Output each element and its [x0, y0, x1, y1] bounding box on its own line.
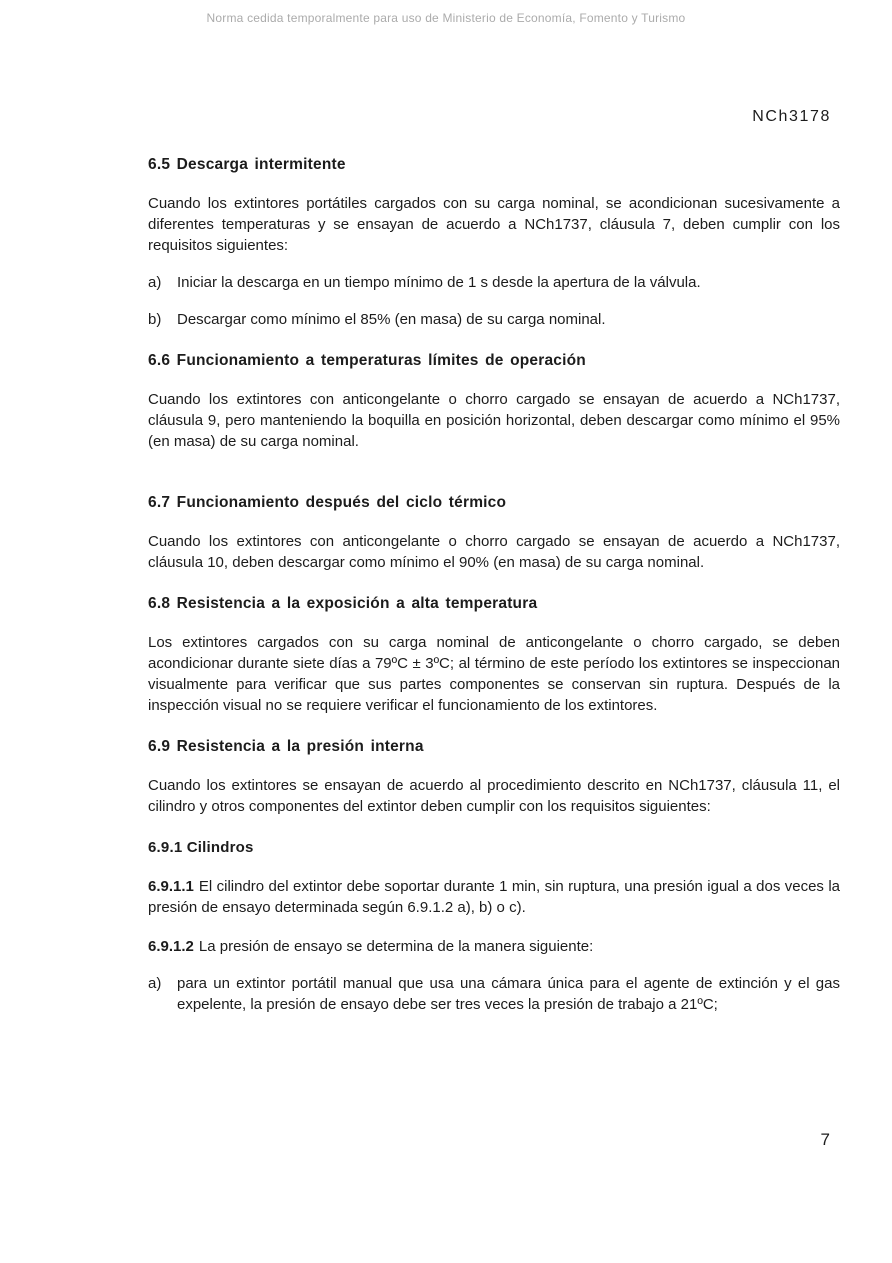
paragraph	[148, 775, 840, 817]
paragraph-text: La presión de ensayo se determina de la manera siguiente:	[198, 938, 594, 955]
list-text: para un extintor portátil manual que usa una cámara única para el agente de extinción y el gas expelente, la presión de ensayo debe ser tres veces la presión de trabajo a 21ºC;	[177, 975, 840, 1013]
document-content	[148, 148, 840, 1015]
list-marker: a)	[148, 975, 162, 992]
paragraph	[148, 193, 840, 256]
paragraph	[148, 936, 840, 957]
paragraph-text: Cuando los extintores portátiles cargados con su carga nominal, se acondicionan sucesivamente a diferentes temperaturas y se ensayan de acuerdo a NCh1737, cláusula 7, deben cumplir con los requisitos siguientes:	[148, 195, 840, 254]
list-text: Iniciar la descarga en un tiempo mínimo de 1 s desde la apertura de la válvula.	[177, 274, 701, 291]
section-heading: 6.8 Resistencia a la exposición a alta temperatura	[148, 595, 538, 612]
section-heading: 6.9 Resistencia a la presión interna	[148, 738, 424, 755]
paragraph	[148, 632, 840, 716]
clause-number: 6.9.1.2	[148, 938, 194, 955]
list-text: Descargar como mínimo el 85% (en masa) de su carga nominal.	[177, 311, 606, 328]
paragraph	[148, 389, 840, 452]
paragraph-text: Los extintores cargados con su carga nominal de anticongelante o chorro cargado, se deben acondicionar durante siete días a 79ºC ± 3ºC; al término de este período los extintores se inspeccionan visualmente para verificar que sus partes componentes se conservan sin ruptura. Después de la inspección visual no se requiere verificar el funcionamiento de los extintores.	[148, 634, 840, 714]
list-item	[148, 973, 840, 1015]
paragraph	[148, 876, 840, 918]
watermark-text: Norma cedida temporalmente para uso de Ministerio de Economía, Fomento y Turismo	[206, 11, 686, 25]
paragraph-text: Cuando los extintores con anticongelante o chorro cargado se ensayan de acuerdo a NCh1737, cláusula 9, pero manteniendo la boquilla en posición horizontal, deben descargar como mínimo el 95% (en masa) de su carga nominal.	[148, 391, 840, 450]
subsection-heading: 6.9.1 Cilindros	[148, 839, 254, 856]
clause-number: 6.9.1.1	[148, 878, 194, 895]
section-heading: 6.7 Funcionamiento después del ciclo térmico	[148, 494, 507, 511]
paragraph	[148, 531, 840, 573]
list-item	[148, 272, 840, 293]
page-number: 7	[820, 1130, 830, 1149]
paragraph-text: El cilindro del extintor debe soportar durante 1 min, sin ruptura, una presión igual a dos veces la presión de ensayo determinada según 6.9.1.2 a), b) o c).	[148, 878, 840, 916]
list-marker: b)	[148, 311, 162, 328]
list-marker: a)	[148, 274, 162, 291]
section-heading: 6.6 Funcionamiento a temperaturas límites de operación	[148, 352, 586, 369]
paragraph-text: Cuando los extintores se ensayan de acuerdo al procedimiento descrito en NCh1737, cláusula 11, el cilindro y otros componentes del extintor deben cumplir con los requisitos siguientes:	[148, 777, 840, 815]
document-code: NCh3178	[752, 108, 831, 125]
list-item	[148, 309, 840, 330]
section-heading: 6.5 Descarga intermitente	[148, 156, 346, 173]
paragraph-text: Cuando los extintores con anticongelante o chorro cargado se ensayan de acuerdo a NCh1737, cláusula 10, deben descargar como mínimo el 90% (en masa) de su carga nominal.	[148, 533, 840, 571]
